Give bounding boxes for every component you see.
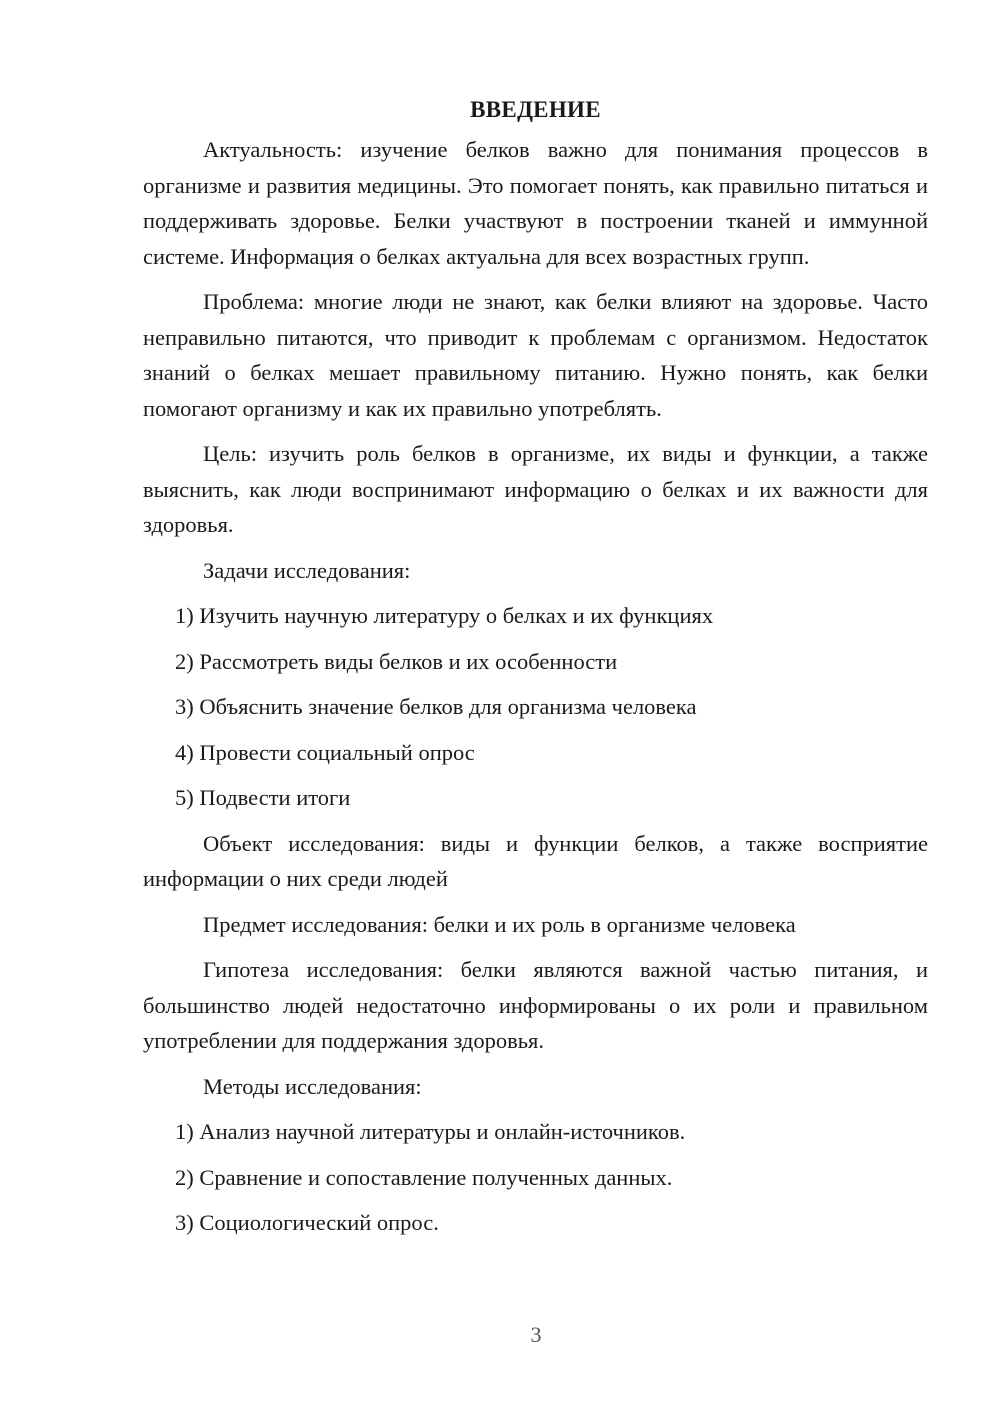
goal-paragraph: Цель: изучить роль белков в организме, их виды и функции, а также выяснить, как люди воспринимают информацию о белках и их важности для здоровья. [143, 441, 928, 537]
hypothesis-paragraph: Гипотеза исследования: белки являются важной частью питания, и большинство людей недостаточно информированы о их роли и правильном употреблении для поддержания здоровья. [143, 957, 928, 1053]
tasks-heading: Задачи исследования: [203, 557, 411, 583]
object-paragraph: Объект исследования: виды и функции белков, а также восприятие информации о них среди людей [143, 830, 928, 891]
task-item: 4) Провести социальный опрос [175, 739, 475, 765]
subject-paragraph: Предмет исследования: белки и их роль в организме человека [203, 911, 796, 937]
method-item: 2) Сравнение и сопоставление полученных данных. [175, 1164, 673, 1190]
method-item: 3) Социологический опрос. [175, 1210, 439, 1235]
method-item: 1) Анализ научной литературы и онлайн-источников. [175, 1119, 686, 1144]
document-page [143, 92, 928, 1251]
tasks-list [143, 598, 928, 816]
page-number: 3 [530, 1322, 542, 1347]
task-item: 5) Подвести итоги [175, 785, 351, 810]
section-title: ВВЕДЕНИЕ [470, 97, 601, 122]
problem-paragraph: Проблема: многие люди не знают, как белки влияют на здоровье. Часто неправильно питаются, что приводит к проблемам с организмом. Недостаток знаний о белках мешает правильному питанию. Нужно понять, как белки помогают организму и как их правильно употреблять. [143, 289, 928, 421]
methods-list [143, 1114, 928, 1241]
task-item: 2) Рассмотреть виды белков и их особенности [175, 648, 618, 674]
task-item: 3) Объяснить значение белков для организма человека [175, 694, 697, 719]
task-item: 1) Изучить научную литературу о белках и их функциях [175, 603, 714, 628]
methods-heading: Методы исследования: [203, 1073, 422, 1099]
relevance-paragraph: Актуальность: изучение белков важно для понимания процессов в организме и развития медицины. Это помогает понять, как правильно питаться и поддерживать здоровье. Белки участвуют в построении тканей и иммунной системе. Информация о белках актуальна для всех возрастных групп. [143, 137, 928, 269]
